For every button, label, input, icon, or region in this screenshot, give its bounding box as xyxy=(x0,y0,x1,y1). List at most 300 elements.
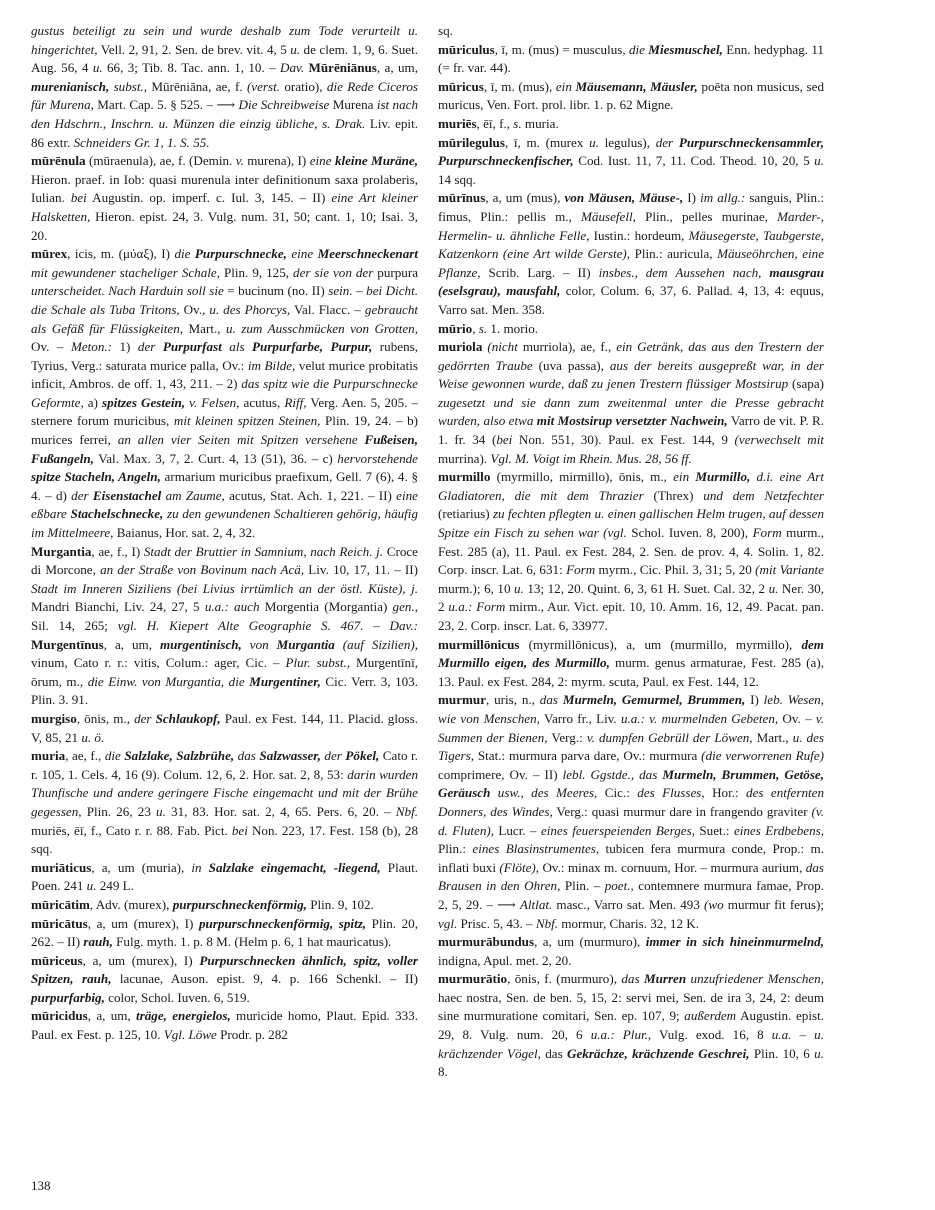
plain-text: Plin. 9, 102. xyxy=(306,896,374,912)
italic-text: (Flöte), xyxy=(499,859,540,875)
bold-italic-text: Schlaukopf, xyxy=(155,710,221,726)
bold-italic-text: Purpurschnecken ähnlich, spitz, voller Spitzen, rauh, xyxy=(31,952,418,987)
plain-text: Liv. epit. 86 extr. xyxy=(31,115,418,150)
dictionary-entry xyxy=(438,320,824,339)
plain-text: Hieron. epist. 24, 3. Vulg. num. 31, 50; cant. 1, 10; Isai. 3, 20. xyxy=(31,208,418,243)
plain-text: Morgentia (Morgantia) xyxy=(259,599,393,615)
italic-text: das xyxy=(234,748,260,764)
italic-text: vgl. xyxy=(438,915,458,931)
dictionary-entry xyxy=(31,152,418,245)
italic-text: das xyxy=(539,692,563,708)
plain-text: armarium muricibus praefixum, Gell. 7 (6), 4. § 4. – d) xyxy=(31,469,418,503)
italic-text: Meton.: xyxy=(70,339,113,355)
bold-italic-text: rauh, xyxy=(83,934,113,950)
plain-text: Plin. 19, 24. – b) murices ferrei, xyxy=(31,413,418,448)
plain-text: Mart., xyxy=(183,320,226,336)
page-number: 138 xyxy=(31,1178,51,1193)
italic-text: von xyxy=(241,636,277,652)
plain-text: muriēs, ēī, f., Cato r. r. 88. Fab. Pict. xyxy=(31,822,232,838)
plain-text: 249 L. xyxy=(96,878,134,894)
bold-italic-text: dem Murmillo eigen, des Murmillo, xyxy=(438,636,824,671)
bold-italic-text: Salzlake, Salzbrühe, xyxy=(124,748,235,764)
plain-text: Varro fr., Liv. xyxy=(539,710,621,726)
bold-italic-text: Purpurfarbe, Purpur, xyxy=(252,339,373,355)
dictionary-entry xyxy=(438,134,824,190)
italic-text: außerdem xyxy=(684,1008,737,1024)
dictionary-entry xyxy=(31,245,418,543)
italic-text: leb. Wesen, wie von Menschen, xyxy=(438,692,824,726)
plain-text: 13; 12, 20. Quint. 6, 3, 61 H. Suet. Cal. 32, 2 xyxy=(523,580,769,596)
plain-text: Cod. Iust. 11, 7, 11. Cod. Theod. 10, 20, 5 xyxy=(573,153,815,169)
plain-text: = bucinum (no. II) xyxy=(223,283,329,299)
italic-text: u. ö. xyxy=(81,729,105,745)
plain-text: , uris, n., xyxy=(486,692,540,708)
plain-text: Hieron. praef. in Iob: quasi murenula inter definitionum saxa prolaberis, Iulian. xyxy=(31,171,418,206)
plain-text: tubicen fera murmura conde, Prop.: m. inflati buxi xyxy=(438,841,824,875)
plain-text: Murena xyxy=(329,97,377,113)
plain-text: , icis, m. (μύαξ), I) xyxy=(67,246,175,262)
italic-text: u. xyxy=(290,41,301,57)
bold-italic-text: Murmeln, Gemurmel, Brummen, xyxy=(562,692,746,708)
plain-text: (myrmillōnicus), a, um (murmillo, myrmillo), xyxy=(519,636,802,652)
italic-text: Plur. subst., xyxy=(285,655,351,671)
plain-text: das xyxy=(540,1045,568,1061)
plain-text: Val. Max. 3, 7, 2. Curt. 4, 13 (51), 36. – c) xyxy=(93,450,338,466)
italic-text: (wo xyxy=(704,896,724,912)
plain-text: Augustin. epist. 29, 8. Vulg. num. 20, 6 xyxy=(438,1008,824,1043)
dictionary-entry xyxy=(31,896,418,915)
bold-text: muriola xyxy=(438,339,483,355)
italic-text: u. des Phorcys, xyxy=(209,301,291,317)
italic-text: hervorstehende xyxy=(337,450,418,466)
bold-italic-text: mausgrau (eselsgrau), mausfahl, xyxy=(438,264,824,299)
dictionary-entry xyxy=(438,115,824,134)
italic-text: ist nach den Hdschrn., Inschrn. u. Münzen die einzig übliche, s. Drak. xyxy=(31,97,418,131)
plain-text: I) xyxy=(745,692,764,708)
bold-text: murgiso xyxy=(31,710,77,726)
dictionary-entry xyxy=(438,691,824,933)
plain-text: , ēī, f., xyxy=(476,115,514,131)
italic-text: als xyxy=(221,339,253,355)
plain-text: Ner. 30, 2 xyxy=(438,580,824,615)
plain-text: sq. xyxy=(438,23,453,38)
italic-text: bei xyxy=(496,432,513,448)
italic-text: des entfernten Donners, des Windes, xyxy=(438,785,824,819)
plain-text: 8. xyxy=(438,1064,448,1080)
plain-text: legulus), xyxy=(598,134,656,150)
italic-text: (verwechselt mit xyxy=(734,432,824,448)
dictionary-entry xyxy=(438,22,824,41)
plain-text: comprimere, Ov. – II) xyxy=(438,766,563,782)
dictionary-entry xyxy=(438,78,824,115)
plain-text: Plin.: auricula, xyxy=(630,246,718,262)
bold-italic-text: mit Mostsirup versetzter Nachwein, xyxy=(536,413,728,429)
plain-text: (mūraenula), ae, f. (Demin. xyxy=(85,153,236,169)
plain-text: Stat.: murmura parva dare, Ov.: murmura xyxy=(474,748,702,764)
plain-text: murm.); 6, 10 xyxy=(438,580,515,596)
italic-text: ein Getränk, das aus den Trestern der gedörrten Traube xyxy=(438,339,824,373)
dictionary-entry xyxy=(31,952,418,1008)
bold-text: mūricidus xyxy=(31,1008,88,1024)
italic-text: eine Art kleiner Halsketten, xyxy=(31,190,419,224)
bold-italic-text: Purpurschnecke, xyxy=(194,246,287,262)
bold-text: mūricātus xyxy=(31,915,88,931)
italic-text: am Zaume, xyxy=(161,487,225,503)
bold-text: mūrēnula xyxy=(31,153,86,169)
plain-text: Murgentīnī, ōrum, m., xyxy=(31,655,419,689)
italic-text: das xyxy=(621,971,644,987)
italic-text: u. xyxy=(92,60,103,76)
bold-text: mūricātim xyxy=(31,896,90,912)
bold-text: murmillōnicus xyxy=(438,636,520,652)
italic-text: vgl. H. Kiepert Alte Geographie S. 467. – Dav.: xyxy=(117,618,418,633)
bold-text: murmurābundus xyxy=(438,934,535,950)
bold-text: mūriculus xyxy=(438,41,495,57)
dictionary-entry xyxy=(31,1007,418,1044)
bold-italic-text: Eisenstachel xyxy=(92,487,162,503)
plain-text: Plin. – xyxy=(560,878,605,894)
plain-text: Cic. Verr. 3, 103. Plin. 3. 91. xyxy=(31,673,418,708)
italic-text: u. xyxy=(156,803,166,819)
bold-italic-text: Purpurschneckensammler, Purpurschneckenfischer, xyxy=(438,134,824,169)
italic-text: (die verworrenen Rufe) xyxy=(701,748,824,764)
plain-text: Mandri Bianchi, Liv. 24, 27, 5 xyxy=(31,599,205,615)
bold-text: murmur xyxy=(438,692,487,708)
italic-text: die xyxy=(104,748,125,764)
italic-text: der xyxy=(137,339,163,355)
italic-text: v. xyxy=(235,153,244,169)
plain-text: myrm., Cic. Phil. 3, 31; 5, 20 xyxy=(595,562,756,578)
bold-italic-text: Murmillo, xyxy=(695,469,751,485)
italic-text: mit kleinen spitzen Steinen, xyxy=(173,413,321,429)
italic-text: an der Straße von Bovinum nach Acä, xyxy=(100,562,305,578)
plain-text: Lucr. – xyxy=(494,822,541,838)
dictionary-entry xyxy=(31,22,418,152)
italic-text: Form xyxy=(566,562,596,578)
italic-text: bei xyxy=(231,822,248,838)
bold-italic-text: murgentinisch, xyxy=(159,636,242,652)
bold-text: mūrilegulus xyxy=(438,134,505,150)
italic-text: Marder-, Hermelin- u. ähnliche Felle, xyxy=(438,208,824,243)
italic-text: u. xyxy=(814,1045,824,1061)
plain-text: , xyxy=(472,320,479,336)
dictionary-entry xyxy=(31,859,418,896)
italic-text: Vgl. M. Voigt im Rhein. Mus. 28, 56 ff. xyxy=(490,450,692,466)
italic-text: insbes., dem Aussehen nach, xyxy=(598,264,770,280)
italic-text: poet., xyxy=(604,878,634,894)
plain-text: de clem. 1, 9, 6. Suet. Aug. 56, 4 xyxy=(31,41,418,76)
bold-italic-text: Salzwasser, xyxy=(259,748,321,764)
plain-text: Plin. 10, 6 xyxy=(749,1045,815,1061)
plain-text: purpura xyxy=(373,264,419,280)
bold-text: muriēs xyxy=(438,115,477,131)
italic-text: zu fechten pflegten u. einen gallischen Helm trugen, auf dessen Spitze ein Fisch zu sehen war (vgl. xyxy=(438,506,824,541)
plain-text: lacunae, Auson. epist. 9, 4. p. 166 Schenkl. – II) xyxy=(111,971,418,987)
italic-text: eine xyxy=(286,246,318,262)
bold-italic-text: Miesmuschel, xyxy=(648,41,723,57)
plain-text: murm., Fest. 285 (a), 11. Paul. ex Fest. 284, 2. Sen. de prov. 4, 4. Solin. 1, 82. Corp. inscr. Lat. 6, 631: xyxy=(438,525,824,578)
bold-text: mūricus xyxy=(438,78,484,94)
dictionary-entry xyxy=(31,710,418,747)
plain-text: Non. 551, 30). Paul. ex Fest. 144, 9 xyxy=(512,432,735,448)
dictionary-entry xyxy=(31,543,418,710)
plain-text: vinum, Cato r. r.: vitis, Colum.: ager, Cic. – xyxy=(31,655,286,671)
plain-text: Liv. 10, 17, 11. – II) xyxy=(304,562,418,578)
plain-text: murrina). xyxy=(438,450,491,466)
bold-italic-text: murenianisch, xyxy=(31,78,110,94)
bold-italic-text: Fußeisen, Fußangeln, xyxy=(31,432,418,466)
plain-text: Plin. 20, 262. – II) xyxy=(31,915,419,950)
plain-text: Fulg. myth. 1. p. 8 M. (Helm p. 6, 1 hat mauricatus). xyxy=(112,934,392,950)
italic-text: unzufriedener Menschen, xyxy=(686,971,824,987)
plain-text: , ōnis, f. (murmuro), xyxy=(507,971,622,987)
plain-text: Mart., xyxy=(752,729,793,745)
plain-text: , ae, f., I) xyxy=(91,543,144,559)
plain-text: rubens, Tyrius, Verg.: saturata murice palla, Ov.: xyxy=(31,339,418,373)
italic-text: Stadt der Bruttier in Samnium, nach Reich. j. xyxy=(143,543,384,559)
italic-text: u.a.: Plur., xyxy=(590,1027,652,1043)
italic-text: Mäusegerste, Taubgerste, Katzenkorn (eine Art wilde Gerste), xyxy=(438,227,824,262)
plain-text: , ī, m. (mus), xyxy=(483,78,556,94)
bold-italic-text: purpurschneckenförmig, xyxy=(172,896,307,912)
italic-text: gebraucht als Gefäß für Flüssigkeiten, xyxy=(31,301,418,336)
plain-text: , ōnis, m., xyxy=(76,710,135,726)
italic-text: u.a.: v. murmelnden Gebeten, xyxy=(620,710,779,726)
italic-text: das Brausen in den Ohren, xyxy=(438,859,824,894)
italic-text: (auf Sizilien), xyxy=(334,636,419,652)
plain-text: sanguis, Plin.: fimus, Plin.: pellis m., xyxy=(438,190,824,224)
bold-text: Murgantia xyxy=(31,543,92,559)
italic-text: das spitz wie die Purpurschnecke Geformte, xyxy=(31,376,418,410)
dictionary-entry xyxy=(31,747,418,859)
italic-text: zugesetzt und sie dann zum zweitenmal unter die Presse gebracht wurden, also etwa xyxy=(438,394,824,429)
plain-text: (sapa) xyxy=(788,376,825,392)
italic-text: mit gewundener stacheliger Schale, xyxy=(31,264,221,280)
plain-text: Croce di Morcone, xyxy=(31,543,418,578)
plain-text: , a, um, xyxy=(87,1008,136,1024)
italic-text: (v. d. Fluten), xyxy=(438,803,824,838)
italic-text: u. zum Ausschmücken von Grotten, xyxy=(225,320,418,336)
italic-text: u. xyxy=(768,580,779,596)
italic-text: Nbf. xyxy=(395,803,418,819)
plain-text: 66, 3; Tib. 8. Tac. ann. 1, 10. – xyxy=(102,60,281,76)
plain-text: (retiarius) xyxy=(438,506,493,522)
italic-text: die Einw. von Murgantia, die xyxy=(87,673,250,689)
plain-text: Varro de vit. P. R. 1. fr. 34 ( xyxy=(438,413,824,448)
italic-text: Dav. xyxy=(280,60,305,76)
italic-text: u.a. – u. krächzender Vögel, xyxy=(438,1027,824,1061)
italic-text: Mäuseöhrchen, eine Pflanze, xyxy=(438,246,825,280)
bold-italic-text: Purpurfast xyxy=(162,339,222,355)
bold-text: mūrio xyxy=(438,320,473,336)
plain-text: Scrib. Larg. – II) xyxy=(480,264,599,280)
plain-text: velut murice probitatis inficit, Ambros. de off. 1, 43, 211. – 2) xyxy=(31,357,418,392)
bold-text: muria xyxy=(31,748,66,764)
plain-text: Vulg. exod. 16, 8 xyxy=(651,1027,772,1043)
plain-text: Non. 223, 17. Fest. 158 (b), 28 sqq. xyxy=(31,822,418,857)
plain-text: Sil. 14, 265; xyxy=(31,618,118,633)
italic-text: s. xyxy=(478,320,488,336)
italic-text: gustus beteiligt zu sein und wurde deshalb zum Tode verurteilt u. hingerichtet, xyxy=(31,23,418,57)
italic-text: im allg.: xyxy=(700,190,746,206)
italic-text: subst., xyxy=(113,78,148,94)
italic-text: Die Schreibweise xyxy=(238,97,330,113)
plain-text: contemnere murmura famae, Prop. 2, 5, 29. – ⟶ xyxy=(438,878,824,912)
bold-italic-text: Gekrächze, krächzende Geschrei, xyxy=(567,1045,750,1061)
dictionary-entry xyxy=(31,915,418,952)
plain-text: color, Schol. Iuven. 6, 519. xyxy=(104,989,250,1005)
plain-text: (myrmillo, mirmillo), ōnis, m., xyxy=(490,469,674,485)
plain-text: , a, um (mus), xyxy=(485,190,565,206)
italic-text: u.a.: auch xyxy=(204,599,260,615)
bold-italic-text: purpurfarbig, xyxy=(31,989,105,1005)
plain-text: Prisc. 5, 43. – xyxy=(457,915,536,931)
plain-text: acutus, Stat. Ach. 1, 221. – II) xyxy=(224,487,397,503)
plain-text: murm. genus armaturae, Fest. 285 (a), 13. Paul. ex Fest. 284, 2: myrm. scuta, Paul. ex Fest. 144, 12. xyxy=(438,655,824,689)
plain-text: , ī, m. (mus) = musculus, xyxy=(494,41,629,57)
italic-text: ein xyxy=(673,469,696,485)
plain-text: mirm., Aur. Vict. epit. 10, 10. Amm. 16, 12, 49. Pacat. pan. 23, 2. Corp. inscr. Lat. 6, 33977. xyxy=(438,599,824,633)
italic-text: d.i. eine Art Gladiatoren, die mit dem Thrazier xyxy=(438,469,824,503)
italic-text: s. xyxy=(513,115,522,131)
italic-text: Form xyxy=(752,525,782,541)
bold-italic-text: kleine Muräne, xyxy=(334,153,419,169)
italic-text: im Bilde, xyxy=(247,357,296,373)
plain-text: Cic.: xyxy=(597,785,638,801)
dictionary-entry xyxy=(438,338,824,468)
italic-text: die Rede Ciceros für Murena, xyxy=(31,78,418,113)
bold-text: mūriceus xyxy=(31,952,83,968)
plain-text: 1. morio. xyxy=(487,320,539,336)
plain-text: Verg. Aen. 5, 205. – sternere forum muricibus, xyxy=(31,394,418,429)
italic-text: Altlat. xyxy=(519,896,553,912)
italic-text: (verst. xyxy=(246,78,281,94)
bold-italic-text: Murmeln, Brummen, Getöse, Geräusch xyxy=(438,766,824,801)
plain-text: I) xyxy=(683,190,701,206)
italic-text: die xyxy=(628,41,649,57)
bold-text: Murgentīnus xyxy=(31,636,104,652)
plain-text: acutus, xyxy=(239,394,285,410)
italic-text: aus der bereits ausgepreßt war, in der Weise gewonnen wurde, daß zu jenen Trestern flüssiger Mostsirup xyxy=(438,357,824,392)
plain-text: (Threx) xyxy=(643,487,704,503)
bold-italic-text: spitzes Gestein, xyxy=(102,394,186,410)
italic-text: in xyxy=(191,859,209,875)
italic-text: usw., des Meeres, xyxy=(490,785,598,801)
italic-text: lebl. Ggstde., das xyxy=(562,766,663,782)
plain-text: 31, 83. Hor. sat. 2, 4, 65. Pers. 6, 20. – xyxy=(165,803,396,819)
italic-text: der sie von der xyxy=(293,264,374,280)
plain-text: a) xyxy=(83,394,103,410)
bold-italic-text: Meerschneckenart xyxy=(317,246,418,262)
plain-text: , a, um (murmuro), xyxy=(534,934,646,950)
dictionary-entry xyxy=(438,970,824,1082)
plain-text: , a, um (murex), I) xyxy=(87,915,199,931)
right-column xyxy=(438,22,824,1082)
italic-text: eines Blasinstrumentes, xyxy=(472,841,600,857)
dictionary-entry xyxy=(438,636,824,692)
plain-text: color, Colum. 6, 37, 6. Pallad. 4, 13, 4: equus, Varro sat. Men. 358. xyxy=(438,283,825,317)
italic-text: Stadt im Inneren Siziliens (bei Livius irrtümlich an der östl. Küste), j. xyxy=(31,580,418,596)
plain-text: , ī, m. (murex xyxy=(504,134,590,150)
plain-text: Prodr. p. 282 xyxy=(216,1027,288,1043)
italic-text: u. xyxy=(86,878,97,894)
italic-text: Schneiders Gr. 1, 1. S. 55. xyxy=(73,134,210,150)
bold-italic-text: von Mäusen, Mäuse-, xyxy=(564,190,684,206)
plain-text: Plaut. Poen. 241 xyxy=(31,859,418,894)
italic-text: (nicht xyxy=(487,339,518,355)
bold-italic-text: Murren xyxy=(643,971,687,987)
plain-text: mormur, Charis. 32, 12 K. xyxy=(558,915,699,931)
bold-italic-text: Mäusemann, Mäusler, xyxy=(575,78,698,94)
plain-text: Mart. Cap. 5. § 525. – ⟶ xyxy=(93,97,239,113)
bold-italic-text: Stachelschnecke, xyxy=(70,506,164,522)
plain-text: Val. Flacc. – xyxy=(290,301,365,317)
plain-text: Hor.: xyxy=(704,785,747,801)
plain-text: indigna, Apul. met. 2, 20. xyxy=(438,952,572,968)
italic-text: der xyxy=(655,134,679,150)
bold-italic-text: immer in sich hineinmurmelnd, xyxy=(645,934,824,950)
plain-text: masc., Varro sat. Men. 493 xyxy=(552,896,705,912)
bold-text: muriāticus xyxy=(31,859,92,875)
plain-text: muricide homo, Plaut. Epid. 333. Paul. ex Fest. p. 125, 10. xyxy=(31,1008,418,1043)
plain-text: Plin., pelles murinae, xyxy=(635,208,778,224)
bold-text: murmillo xyxy=(438,469,491,485)
plain-text: , ae, f., xyxy=(65,748,105,764)
italic-text: ein xyxy=(555,78,576,94)
plain-text: Verg.: quasi murmur dare in frangendo graviter xyxy=(552,803,812,819)
italic-text: eine xyxy=(309,153,335,169)
plain-text: Vell. 2, 91, 2. Sen. de brev. vit. 4, 5 xyxy=(97,41,291,57)
italic-text: Nbf. xyxy=(535,915,559,931)
italic-text: und dem Netzfechter xyxy=(703,487,824,503)
italic-text: u.a.: Form xyxy=(448,599,506,615)
italic-text: darin wurden Thunfische und andere geringere Fische eingemacht und mit der Brühe gegessen, xyxy=(31,766,418,819)
plain-text: Augustin. op. imperf. c. Iul. 3, 145. – II) xyxy=(86,190,332,206)
dictionary-entry xyxy=(438,933,824,970)
italic-text: u. xyxy=(814,153,824,169)
plain-text: Ov. – xyxy=(31,339,71,355)
italic-text: der xyxy=(134,710,156,726)
italic-text: v. Felsen, xyxy=(185,394,240,410)
bold-text: mūrīnus xyxy=(438,190,486,206)
plain-text: Verg.: xyxy=(547,729,587,745)
italic-text: v. dumpfen Gebrüll der Löwen, xyxy=(586,729,753,745)
plain-text: Enn. hedyphag. 11 (= fr. var. 44). xyxy=(438,41,824,76)
italic-text: v. Summen der Bienen, xyxy=(438,710,824,745)
plain-text: , Adv. (murex), xyxy=(89,896,173,912)
italic-text: Riff, xyxy=(284,394,307,410)
bold-italic-text: Murgantia xyxy=(276,636,335,652)
plain-text: Paul. ex Fest. 144, 11. Placid. gloss. V, 85, 21 xyxy=(31,710,418,745)
italic-text: eines feuerspeienden Berges, xyxy=(540,822,695,838)
dictionary-entry xyxy=(438,189,824,319)
plain-text: muria. xyxy=(521,115,559,131)
italic-text: der xyxy=(320,748,346,764)
italic-text: u. xyxy=(589,134,599,150)
plain-text: Suet.: xyxy=(695,822,734,838)
italic-text: u. des Tigers, xyxy=(438,729,825,764)
plain-text: haec nostra, Sen. de ben. 5, 15, 2: servi mei, Sen. de ira 3, 24, 2: deum sine murmuratione comitari, Sen. ep. 107, 9; xyxy=(438,989,824,1024)
plain-text: , a, um (murex), I) xyxy=(82,952,200,968)
bold-italic-text: Murgentiner, xyxy=(249,673,321,689)
bold-italic-text: träge, energielos, xyxy=(136,1008,231,1024)
italic-text: die xyxy=(174,246,195,262)
plain-text: murena), I) xyxy=(243,153,310,169)
bold-italic-text: Pökel, xyxy=(345,748,380,764)
plain-text: murmur fit ferus); xyxy=(723,896,824,912)
italic-text: unterscheidet. Nach Harduin soll sie xyxy=(31,283,224,299)
plain-text: (uva passa), xyxy=(532,357,610,373)
